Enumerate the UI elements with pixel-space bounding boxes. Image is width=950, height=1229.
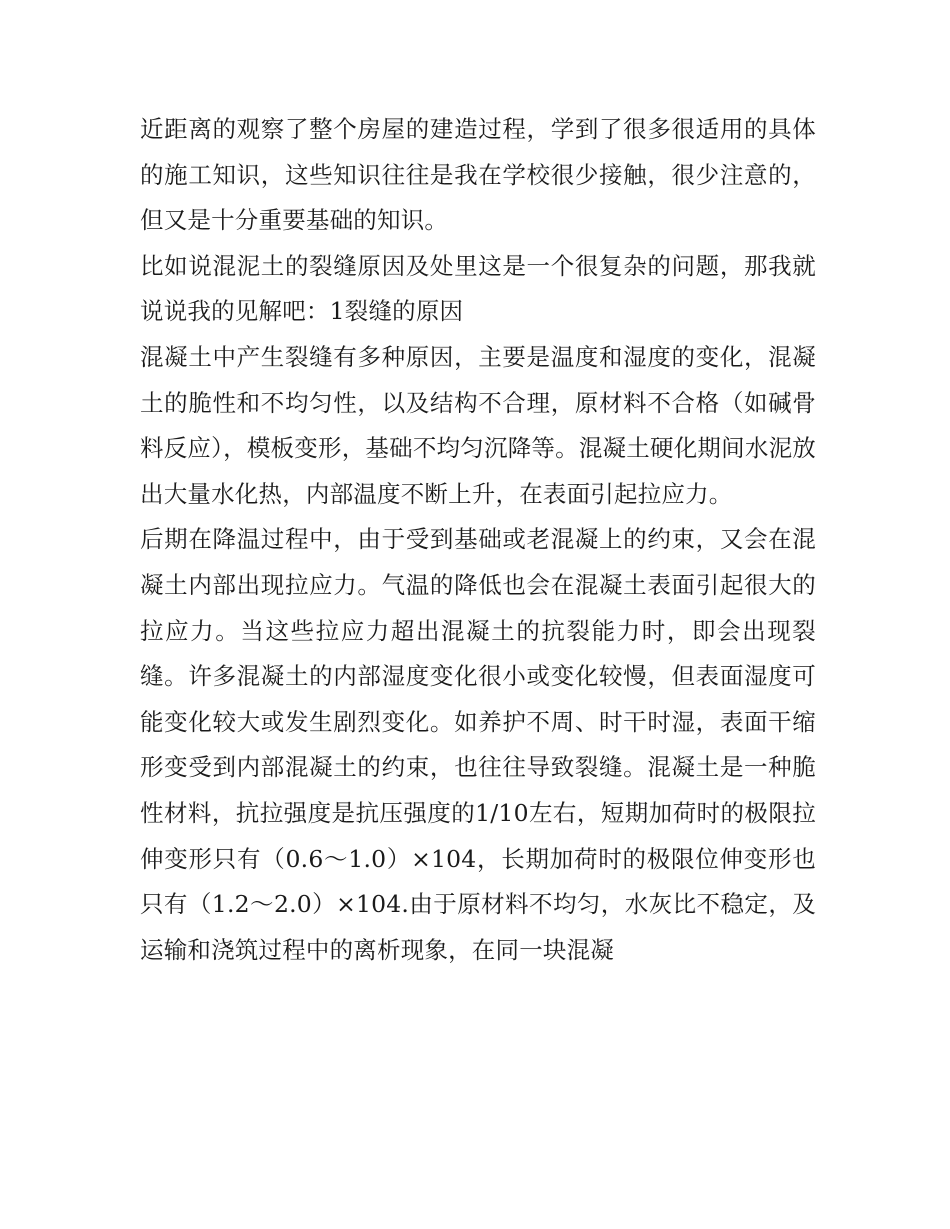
- paragraph-crack-causes: 混凝土中产生裂缝有多种原因，主要是温度和湿度的变化，混凝土的脆性和不均匀性，以及结构不合理，原材料不合格（如碱骨料反应），模板变形，基础不均匀沉降等。混凝土硬化期间水泥放出大量水化热，内部温度不断上升，在表面引起拉应力。: [140, 342, 816, 508]
- paragraph-crack-topic: 比如说混泥土的裂缝原因及处里这是一个很复杂的问题，那我就说说我的见解吧：1裂缝的原因: [140, 251, 816, 326]
- document-body: [140, 107, 816, 973]
- paragraph-cooling-stress: 后期在降温过程中，由于受到基础或老混凝上的约束，又会在混凝土内部出现拉应力。气温的降低也会在混凝土表面引起很大的拉应力。当这些拉应力超出混凝土的抗裂能力时，即会出现裂缝。许多混凝土的内部湿度变化很小或变化较慢，但表面湿度可能变化较大或发生剧烈变化。如养护不周、时干时湿，表面干缩形变受到内部混凝土的约束，也往往导致裂缝。混凝土是一种脆性材料，抗拉强度是抗压强度的1/10左右，短期加荷时的极限拉伸变形只有（0.6～1.0）×104，长期加荷时的极限位伸变形也只有（1.2～2.0）×104.由于原材料不均匀，水灰比不稳定，及运输和浇筑过程中的离析现象，在同一块混凝: [140, 525, 816, 964]
- paragraph-intro: 近距离的观察了整个房屋的建造过程，学到了很多很适用的具体的施工知识，这些知识往往是我在学校很少接触，很少注意的，但又是十分重要基础的知识。: [140, 115, 816, 235]
